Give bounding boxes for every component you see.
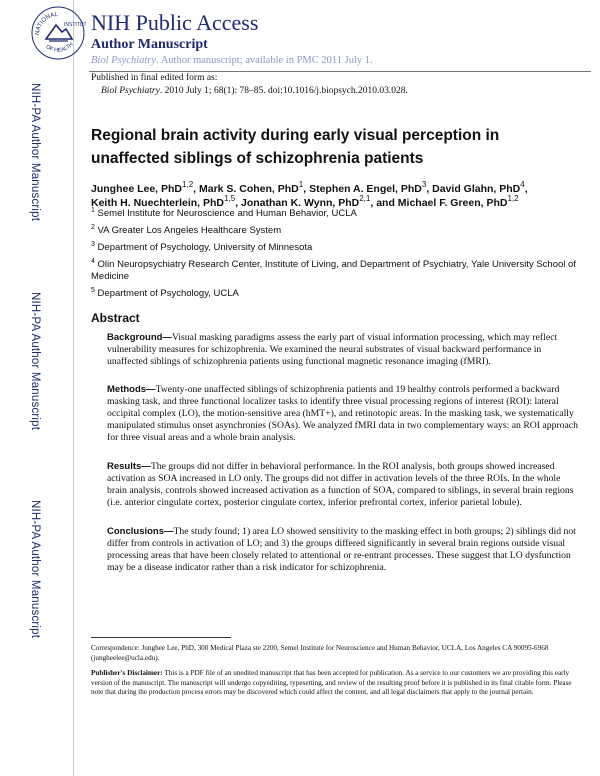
affiliation-text: Olin Neuropsychiatry Research Center, Institute of Living, and Department of Psychiatry, Yale University School of Medicine — [91, 259, 576, 282]
author-affil-sup: 3 — [421, 180, 427, 189]
section-text: The groups did not differ in behavioral performance. In the ROI analysis, both groups showed increased activation as SOA increased in LO only. The groups did not differ in activation levels of the three ROIs. In the whole brain analysis, controls showed increased activation as a function of SOA, compared to siblings, in several brain regions (i.e. anterior cingulate cortex, posterior cingulate cortex, inferior prefrontal cortex, inferior parietal lobule). — [107, 461, 574, 508]
affiliation-number: 2 — [91, 224, 95, 231]
header-title: NIH Public Access — [91, 10, 259, 35]
affiliation — [91, 288, 581, 300]
section-label: Background— — [107, 332, 172, 343]
section-label: Results— — [107, 461, 151, 472]
author-name: Mark S. Cohen, PhD — [199, 183, 299, 195]
author-name: Keith H. Nuechterlein, PhD — [91, 197, 225, 209]
author-separator: , — [426, 183, 433, 195]
affiliation-number: 4 — [91, 258, 95, 265]
affiliation-text: Department of Psychology, University of Minnesota — [97, 242, 313, 253]
sidebar — [0, 0, 74, 776]
author-affil-sup: 1 — [298, 180, 304, 189]
abstract-results — [107, 461, 581, 509]
journal-name: Biol Psychiatry — [91, 55, 157, 66]
affiliation — [91, 225, 581, 237]
author-affil-sup: 1,5 — [224, 194, 236, 203]
affiliation-number: 1 — [91, 207, 95, 214]
abstract-background — [107, 332, 581, 368]
logo-text-mid: INSTITUT — [64, 22, 86, 28]
author-affil-sup: 1,2 — [182, 180, 194, 189]
section-label: Methods— — [107, 384, 156, 395]
section-text: The study found; 1) area LO showed sensitivity to the masking effect in both groups; 2) siblings did not differ from controls in activation of LO; and 3) the groups differed significantly in several brain regions outside visual processing areas that have been closely related to attentional or re-entrant processes. These suggest that LO dysfunction may be a disease indicator rather than a risk indicator for schizophrenia. — [107, 526, 576, 573]
author-name: Jonathan K. Wynn, PhD — [241, 197, 360, 209]
affiliation — [91, 259, 581, 283]
affiliation — [91, 208, 581, 220]
author-separator: , — [193, 183, 199, 195]
affiliation-text: Semel Institute for Neuroscience and Human Behavior, UCLA — [97, 208, 357, 219]
author-affil-sup: 1,2 — [507, 194, 519, 203]
author-name: David Glahn, PhD — [432, 183, 521, 195]
sidebar-label: NIH-PA Author Manuscript — [29, 500, 41, 639]
sidebar-label: NIH-PA Author Manuscript — [29, 83, 41, 222]
author-separator: , and — [370, 197, 398, 209]
correspondence-note: Correspondence: Junghee Lee, PhD, 300 Medical Plaza ste 2200, Semel Institute for Neuroscience and Human Behavior, UCLA, Los Angeles CA 90095-6968 (jungheelee@ucla.edu). — [91, 644, 549, 662]
citation — [101, 86, 408, 96]
section-text: Twenty-one unaffected siblings of schizophrenia patients and 19 healthy controls performed a backward masking task, and three functional localizer tasks to identify three visual processing regions of interest (ROI): lateral occipital complex (LO), the motion-sensitive area (hMT+), and retinotopic areas. In the masking task, we systematically manipulated stimulus onset asynchronies (SOAs). We analyzed fMRI data in two complementary ways: an ROI approach for three visual areas and a whole brain analysis. — [107, 384, 578, 443]
section-label: Conclusions— — [107, 526, 174, 537]
affiliation-text: Department of Psychology, UCLA — [97, 288, 239, 299]
citation-journal: Biol Psychiatry — [101, 86, 160, 96]
citation-details: . 2010 July 1; 68(1): 78–85. doi:10.1016/j.biopsych.2010.03.028. — [159, 86, 408, 96]
author-separator: , — [303, 183, 310, 195]
disclaimer-label: Publisher's Disclaimer: — [91, 669, 163, 677]
author-affil-sup: 4 — [520, 180, 525, 189]
publication-label: Published in final edited form as: — [91, 73, 218, 83]
author-separator: , — [235, 197, 241, 209]
journal-note: . Author manuscript; available in PMC 2011 July 1. — [156, 55, 373, 66]
author-list — [91, 182, 591, 210]
abstract-methods — [107, 384, 581, 444]
section-text: Visual masking paradigms assess the early part of visual information processing, which may reflect vulnerability measures for schizophrenia. We examined the neural substrates of visual backward performance in unaffected siblings of schizophrenia patients using functional magnetic resonance imaging (fMRI). — [107, 332, 558, 367]
header-journal — [91, 55, 373, 66]
affiliation — [91, 242, 581, 254]
author-affil-sup: 2,1 — [359, 194, 371, 203]
header-divider — [89, 71, 591, 72]
affiliation-number: 3 — [91, 241, 95, 248]
footnote-divider — [91, 637, 231, 638]
author-name: Stephen A. Engel, PhD — [309, 183, 422, 195]
author-separator: , — [524, 183, 528, 195]
svg-text:OF HEALTH — [45, 42, 75, 54]
header-subtitle: Author Manuscript — [91, 37, 208, 52]
sidebar-label: NIH-PA Author Manuscript — [29, 292, 41, 431]
author-name: Michael F. Green, PhD — [397, 197, 508, 209]
disclaimer-text: This is a PDF file of an unedited manuscript that has been accepted for publication. As a service to our customers we are providing this early version of the manuscript. The manuscript will undergo copyediting, typesetting, and review of the resulting proof before it is published in its final citable form. Please note that during the production process errors may be discovered which could affect the content, and all legal disclaimers that apply to the journal pertain. — [91, 669, 572, 697]
logo-text-top: NATIONAL — [34, 11, 59, 36]
abstract-conclusions — [107, 526, 581, 574]
affiliation-text: VA Greater Los Angeles Healthcare System — [97, 225, 282, 236]
abstract-heading: Abstract — [91, 311, 140, 325]
nih-logo — [30, 5, 86, 61]
publisher-disclaimer — [91, 669, 581, 698]
logo-text-bottom: OF HEALTH — [44, 41, 75, 54]
author-name: Junghee Lee, PhD — [91, 183, 183, 195]
article-title: Regional brain activity during early visual perception in unaffected siblings of schizophrenia patients — [91, 127, 500, 167]
affiliation-number: 5 — [91, 287, 95, 294]
